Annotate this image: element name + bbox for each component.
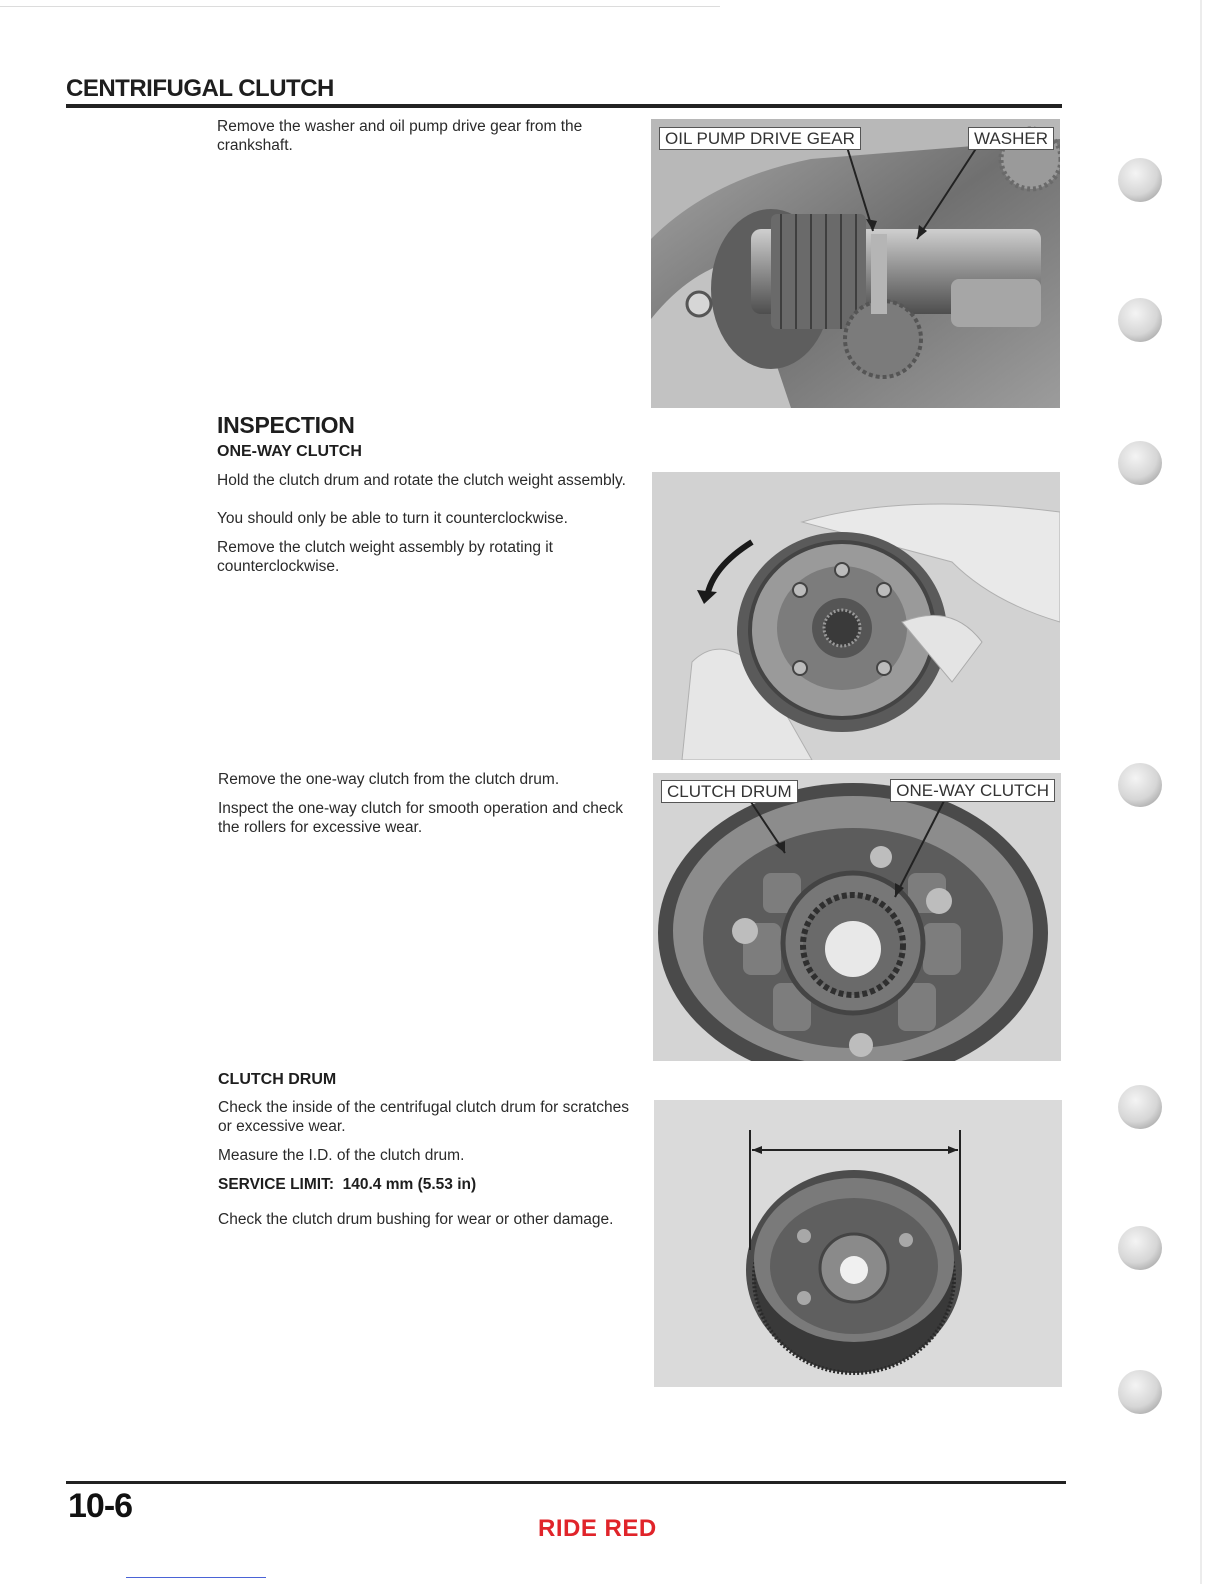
step-remove-washer: Remove the washer and oil pump drive gear from the crankshaft.: [217, 118, 583, 154]
photo-clutch-drum-one-way: [653, 773, 1061, 1061]
step-check-drum-bushing: Check the clutch drum bushing for wear or other damage.: [218, 1211, 614, 1228]
scan-right-edge: [1200, 0, 1202, 1584]
step-measure-drum-id: Measure the I.D. of the clutch drum.: [218, 1147, 465, 1164]
tab-marker-5: [1118, 1085, 1162, 1129]
photo-clutch-drum-measurement-drawing: [654, 1100, 1062, 1387]
callout-washer: WASHER: [968, 127, 1054, 150]
step-remove-one-way-clutch: Remove the one-way clutch from the clutch drum.: [218, 771, 560, 788]
footer-rule: [66, 1481, 1066, 1484]
photo-clutch-drum-measurement: [654, 1100, 1062, 1387]
header-rule: [66, 104, 1062, 108]
step-remove-weight-assembly: Remove the clutch weight assembly by rotating it counterclockwise.: [217, 539, 553, 575]
callout-clutch-drum: CLUTCH DRUM: [661, 780, 798, 803]
callout-one-way-clutch: ONE-WAY CLUTCH: [890, 779, 1055, 802]
tab-marker-1: [1118, 158, 1162, 202]
tab-marker-2: [1118, 298, 1162, 342]
tab-marker-6: [1118, 1226, 1162, 1270]
photo-rotate-clutch-weight-drawing: [652, 472, 1060, 760]
service-limit-value: 140.4 mm (5.53 in): [342, 1176, 477, 1193]
one-way-clutch-heading: ONE-WAY CLUTCH: [217, 443, 362, 460]
inspection-heading: INSPECTION: [217, 412, 355, 438]
bottom-link-underline: [126, 1577, 266, 1578]
photo-oil-pump-drive-gear-drawing: [651, 119, 1060, 408]
page-number: 10-6: [68, 1487, 133, 1525]
photo-clutch-drum-one-way-drawing: [653, 773, 1061, 1061]
photo-oil-pump-drive-gear: [651, 119, 1060, 408]
clutch-drum-heading: CLUTCH DRUM: [218, 1071, 337, 1088]
scan-top-line: [0, 6, 720, 7]
tab-marker-4: [1118, 763, 1162, 807]
tab-marker-3: [1118, 441, 1162, 485]
callout-oil-pump-drive-gear: OIL PUMP DRIVE GEAR: [659, 127, 861, 150]
service-limit-label: SERVICE LIMIT:: [218, 1176, 334, 1193]
step-inspect-one-way-clutch: Inspect the one-way clutch for smooth operation and check the rollers for excessive wear.: [218, 800, 623, 836]
step-counterclockwise-note: You should only be able to turn it counterclockwise.: [217, 510, 568, 527]
tab-marker-7: [1118, 1370, 1162, 1414]
step-check-drum-inside: Check the inside of the centrifugal clutch drum for scratches or excessive wear.: [218, 1099, 629, 1135]
section-title: CENTRIFUGAL CLUTCH: [66, 75, 334, 102]
footer-brand: RIDE RED: [538, 1515, 657, 1542]
step-hold-drum: Hold the clutch drum and rotate the clutch weight assembly.: [217, 472, 626, 489]
photo-rotate-clutch-weight: [652, 472, 1060, 760]
service-limit: [218, 1176, 642, 1194]
